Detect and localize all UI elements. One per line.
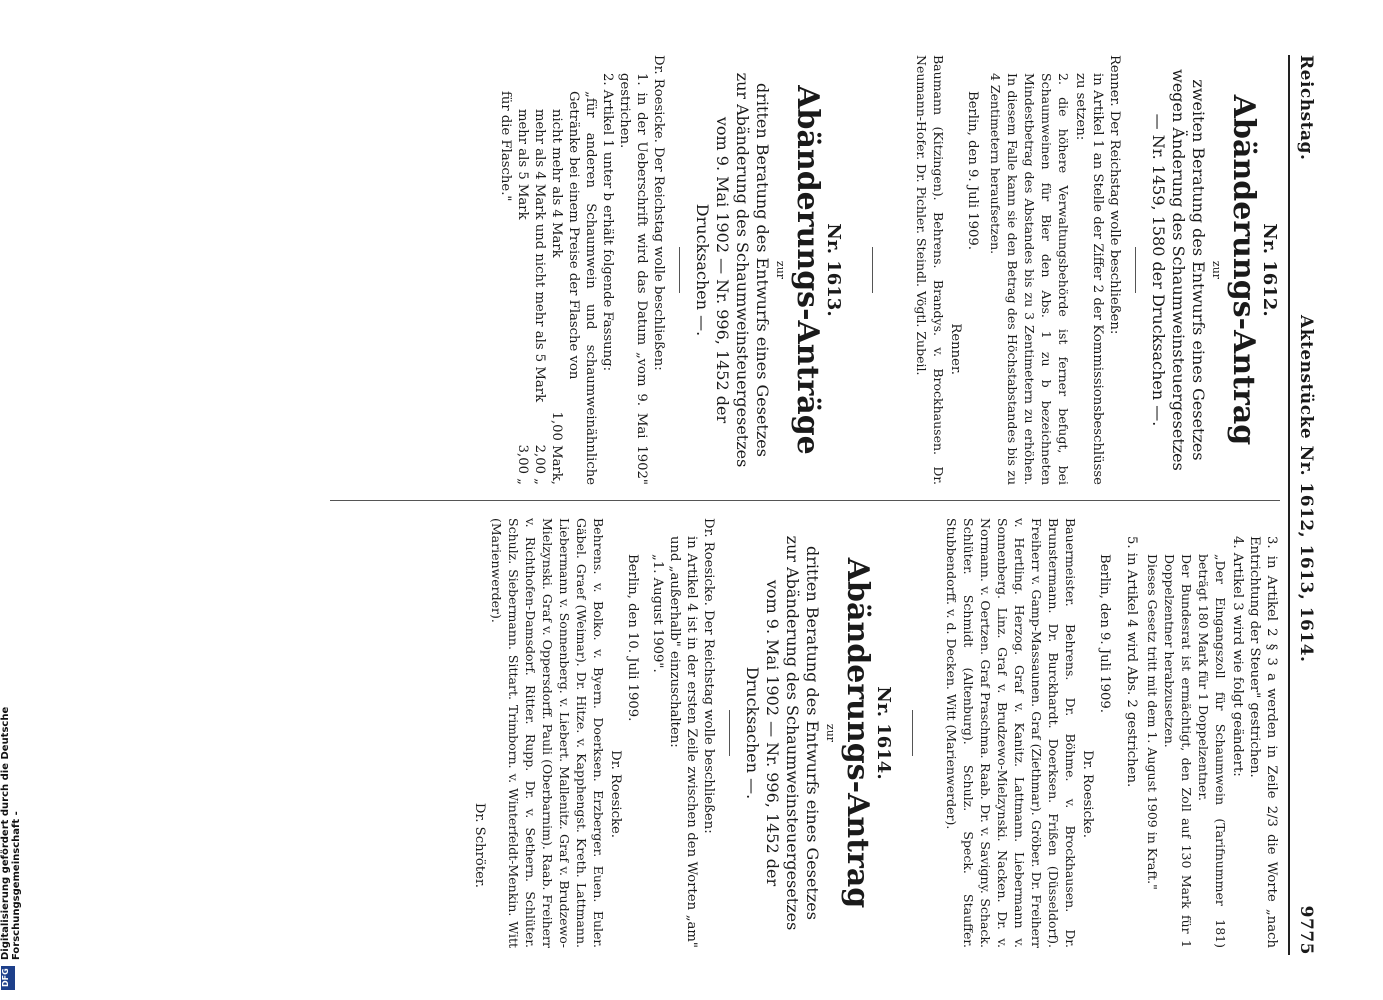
doc1614-title: Abänderungs-Antrag (840, 557, 875, 909)
doc1613-item5: 5. in Artikel 4 wird Abs. 2 gestrichen. (1124, 536, 1139, 788)
doc1613-quote1: „für anderen Schaumwein und schaumweinähnliche Getränke bei einem Preise der Flasche von (566, 91, 598, 485)
doc1612-date: Berlin, den 9. Juli 1909. (965, 91, 980, 250)
doc1613-subtitle4: Drucksachen —. (693, 203, 712, 337)
left-column (497, 55, 1282, 485)
doc1614-date: Berlin, den 10. Juli 1909. (625, 554, 640, 722)
right-column (471, 518, 1280, 948)
doc1614-item: in Artikel 4 ist in der ersten Zeile zwischen den Worten „am" und „außerhalb" einzuschalten: (667, 536, 699, 948)
doc1612-signer: Renner. (948, 323, 963, 375)
separator (872, 247, 873, 293)
doc1612-supporters: Baumann (Kitzingen). Behrens. Brandys. v. Brockhausen. Dr. Neumann-Hofer. Dr. Pichler. Steindl. Vögtl. Zubeil. (914, 55, 946, 485)
header-center: Aktenstücke Nr. 1612, 1613, 1614. (1296, 315, 1316, 663)
doc1614-subtitle3: vom 9. Mai 1902 — Nr. 996, 1452 der (763, 579, 782, 887)
doc1613-item3: 3. in Artikel 2 § 3 a werden in Zeile 2/3 die Worte „nach Entrichtung der Steuer" gestrichen. (1247, 536, 1279, 948)
separator (912, 710, 913, 756)
digitization-credit: Digitalisierung gefördert durch die Deutsche Forschungsgemeinschaft - (0, 706, 22, 960)
doc1614-quote: „1. August 1909". (650, 554, 665, 673)
doc1614-zur: zur (824, 723, 837, 743)
doc1614-subtitle2: zur Abänderung des Schaumweinsteuergesetzes (783, 535, 802, 931)
price-row (514, 55, 531, 485)
doc1612-subtitle1: zweiten Beratung des Entwurfs eines Gesetzes (1189, 79, 1208, 461)
doc1614-subtitle4: Drucksachen —. (743, 666, 762, 800)
doc1613-signer: Dr. Roesicke. (1080, 750, 1095, 838)
doc1614-final-signer: Dr. Schröter. (472, 802, 487, 888)
doc1612-number: Nr. 1612. (1259, 223, 1280, 317)
doc1612-intro: Renner. Der Reichstag wolle beschließen: (1107, 55, 1122, 335)
price-row (548, 55, 565, 485)
doc1613-quote: „Der Eingangszoll für Schaumwein (Tarifnummer 181) beträgt 180 Mark für 1 Doppelzentner. (1196, 554, 1228, 948)
doc1613-subtitle2: zur Abänderung des Schaumweinsteuergesetzes (733, 72, 752, 468)
doc1614-intro: Dr. Roesicke. Der Reichstag wolle beschließen: (701, 518, 716, 834)
doc1613-subtitle1: dritten Beratung des Entwurfs eines Gesetzes (753, 83, 772, 457)
doc1612-subtitle2: wegen Änderung des Schaumweinsteuergesetzes (1169, 69, 1188, 471)
price-row-value: 1,00 Mark, (549, 411, 564, 485)
doc1613-item2: 2. Artikel 1 unter b erhält folgende Fassung: (600, 73, 615, 372)
doc1613-title: Abänderungs-Anträge (790, 85, 825, 455)
price-row-label: mehr als 4 Mark und nicht mehr als 5 Mark (532, 109, 547, 403)
price-row-label: nicht mehr als 4 Mark (549, 109, 564, 258)
doc1613-item1: 1. in der Ueberschrift wird das Datum „vom 9. Mai 1902" gestrichen. (617, 73, 649, 485)
doc1613-supporters: Bauermeister. Behrens. Dr. Böhme. v. Brockhausen. Dr. Brunstermann. Dr. Burckhardt. Doerksen. Frißen (Düsseldorf). Freiherr v. Gamp-Massaunen. Graf (Ziethmar). Gröber. Dr. Freiherr v. Hertling. Herzog. Graf v. Kanitz. Lattmann. Liebermann v. Sonnenberg. Linz. Graf v. Brudzewo-Mielzynski. Nacken. Dr. v. Normann. v. Oertzen. Graf Praschma. Raab. Dr. v. Savigny. Schack. Schlüter. Schmidt (Altenburg). Schulz. Speck. Stauffer. Stubbendorff. v. d. Decken. Witt (Marienwerder). (944, 518, 1078, 948)
doc1613-number: Nr. 1613. (823, 223, 844, 317)
price-row (531, 55, 548, 485)
column-divider (330, 500, 1280, 501)
doc1614-subtitle1: dritten Beratung des Entwurfs eines Gesetzes (803, 546, 822, 920)
doc1613-date: Berlin, den 9. Juli 1909. (1097, 554, 1112, 713)
doc1613-item4: 4. Artikel 3 wird wie folgt geändert: (1230, 536, 1245, 777)
doc1614-supporters: Behrens. v. Bolko. v. Byern. Doerksen. Erzberger. Euen. Euler. Gäbel. Graef (Weimar). Dr. Hitze. v. Kapphengst. Kreth. Lattmann. Liebermann v. Sonnenberg. v. Liebert. Mallenitz. Graf v. Brudzewo-Mielzynski. Graf v. Oppersdorff. Pauli (Oberbarnim). Raab. Freiherr v. Richthofen-Damsdorf. Ritter. Rupp. Dr. v. Sethern. Schlüter. Schulz. Siebermann. Sittart. Trimborn. v. Winterfeldt-Menkin. Witt (Marienwerder). (489, 518, 606, 948)
page-header (1292, 55, 1320, 955)
doc1612-item2: 2. die höhere Verwaltungsbehörde ist ferner befugt, bei Schaumweinen für Bier den Abs. 1 zu b bezeichneten Mindestbetrag des Abstandes bis zu 3 Zentimetern zu erhöhen. In diesem Falle kann sie den Betrag des Höchstabstandes bis zu 4 Zentimetern heraufsetzen. (988, 73, 1071, 485)
doc1613-subtitle3: vom 9. Mai 1902 — Nr. 996, 1452 der (713, 116, 732, 424)
header-rule (1288, 55, 1290, 955)
doc1613-quote2: Der Bundesrat ist ermächtigt, den Zoll auf 130 Mark für 1 Doppelzentner herabzusetzen. (1162, 554, 1194, 948)
doc1612-item1: in Artikel 1 an Stelle der Ziffer 2 der Kommissionsbeschlüsse zu setzen: (1073, 73, 1105, 485)
dfg-logo: DFG (1, 966, 15, 990)
doc1613-quote-end: für die Flasche." (498, 91, 513, 202)
doc1612-subtitle3: — Nr. 1459, 1580 der Drucksachen —. (1149, 113, 1168, 427)
doc1614-number: Nr. 1614. (873, 686, 894, 780)
doc1614-signer: Dr. Roesicke. (608, 750, 623, 838)
separator (729, 710, 730, 756)
separator (1135, 247, 1136, 293)
page-number: 9775 (1296, 905, 1316, 955)
price-row-value: 3,00 „ (515, 444, 530, 485)
doc1613-quote3: Dieses Gesetz tritt mit dem 1. August 1909 in Kraft." (1145, 554, 1160, 890)
doc1612-zur: zur (1210, 260, 1223, 280)
price-row-value: 2,00 „ (532, 444, 547, 485)
header-left: Reichstag. (1296, 55, 1316, 161)
doc1612-title: Abänderungs-Antrag (1226, 94, 1261, 446)
separator (679, 247, 680, 293)
price-row-label: mehr als 5 Mark (515, 109, 530, 220)
document-page (330, 30, 1330, 970)
doc1613-intro: Dr. Roesicke. Der Reichstag wolle beschließen: (651, 55, 666, 371)
doc1613-zur: zur (774, 260, 787, 280)
